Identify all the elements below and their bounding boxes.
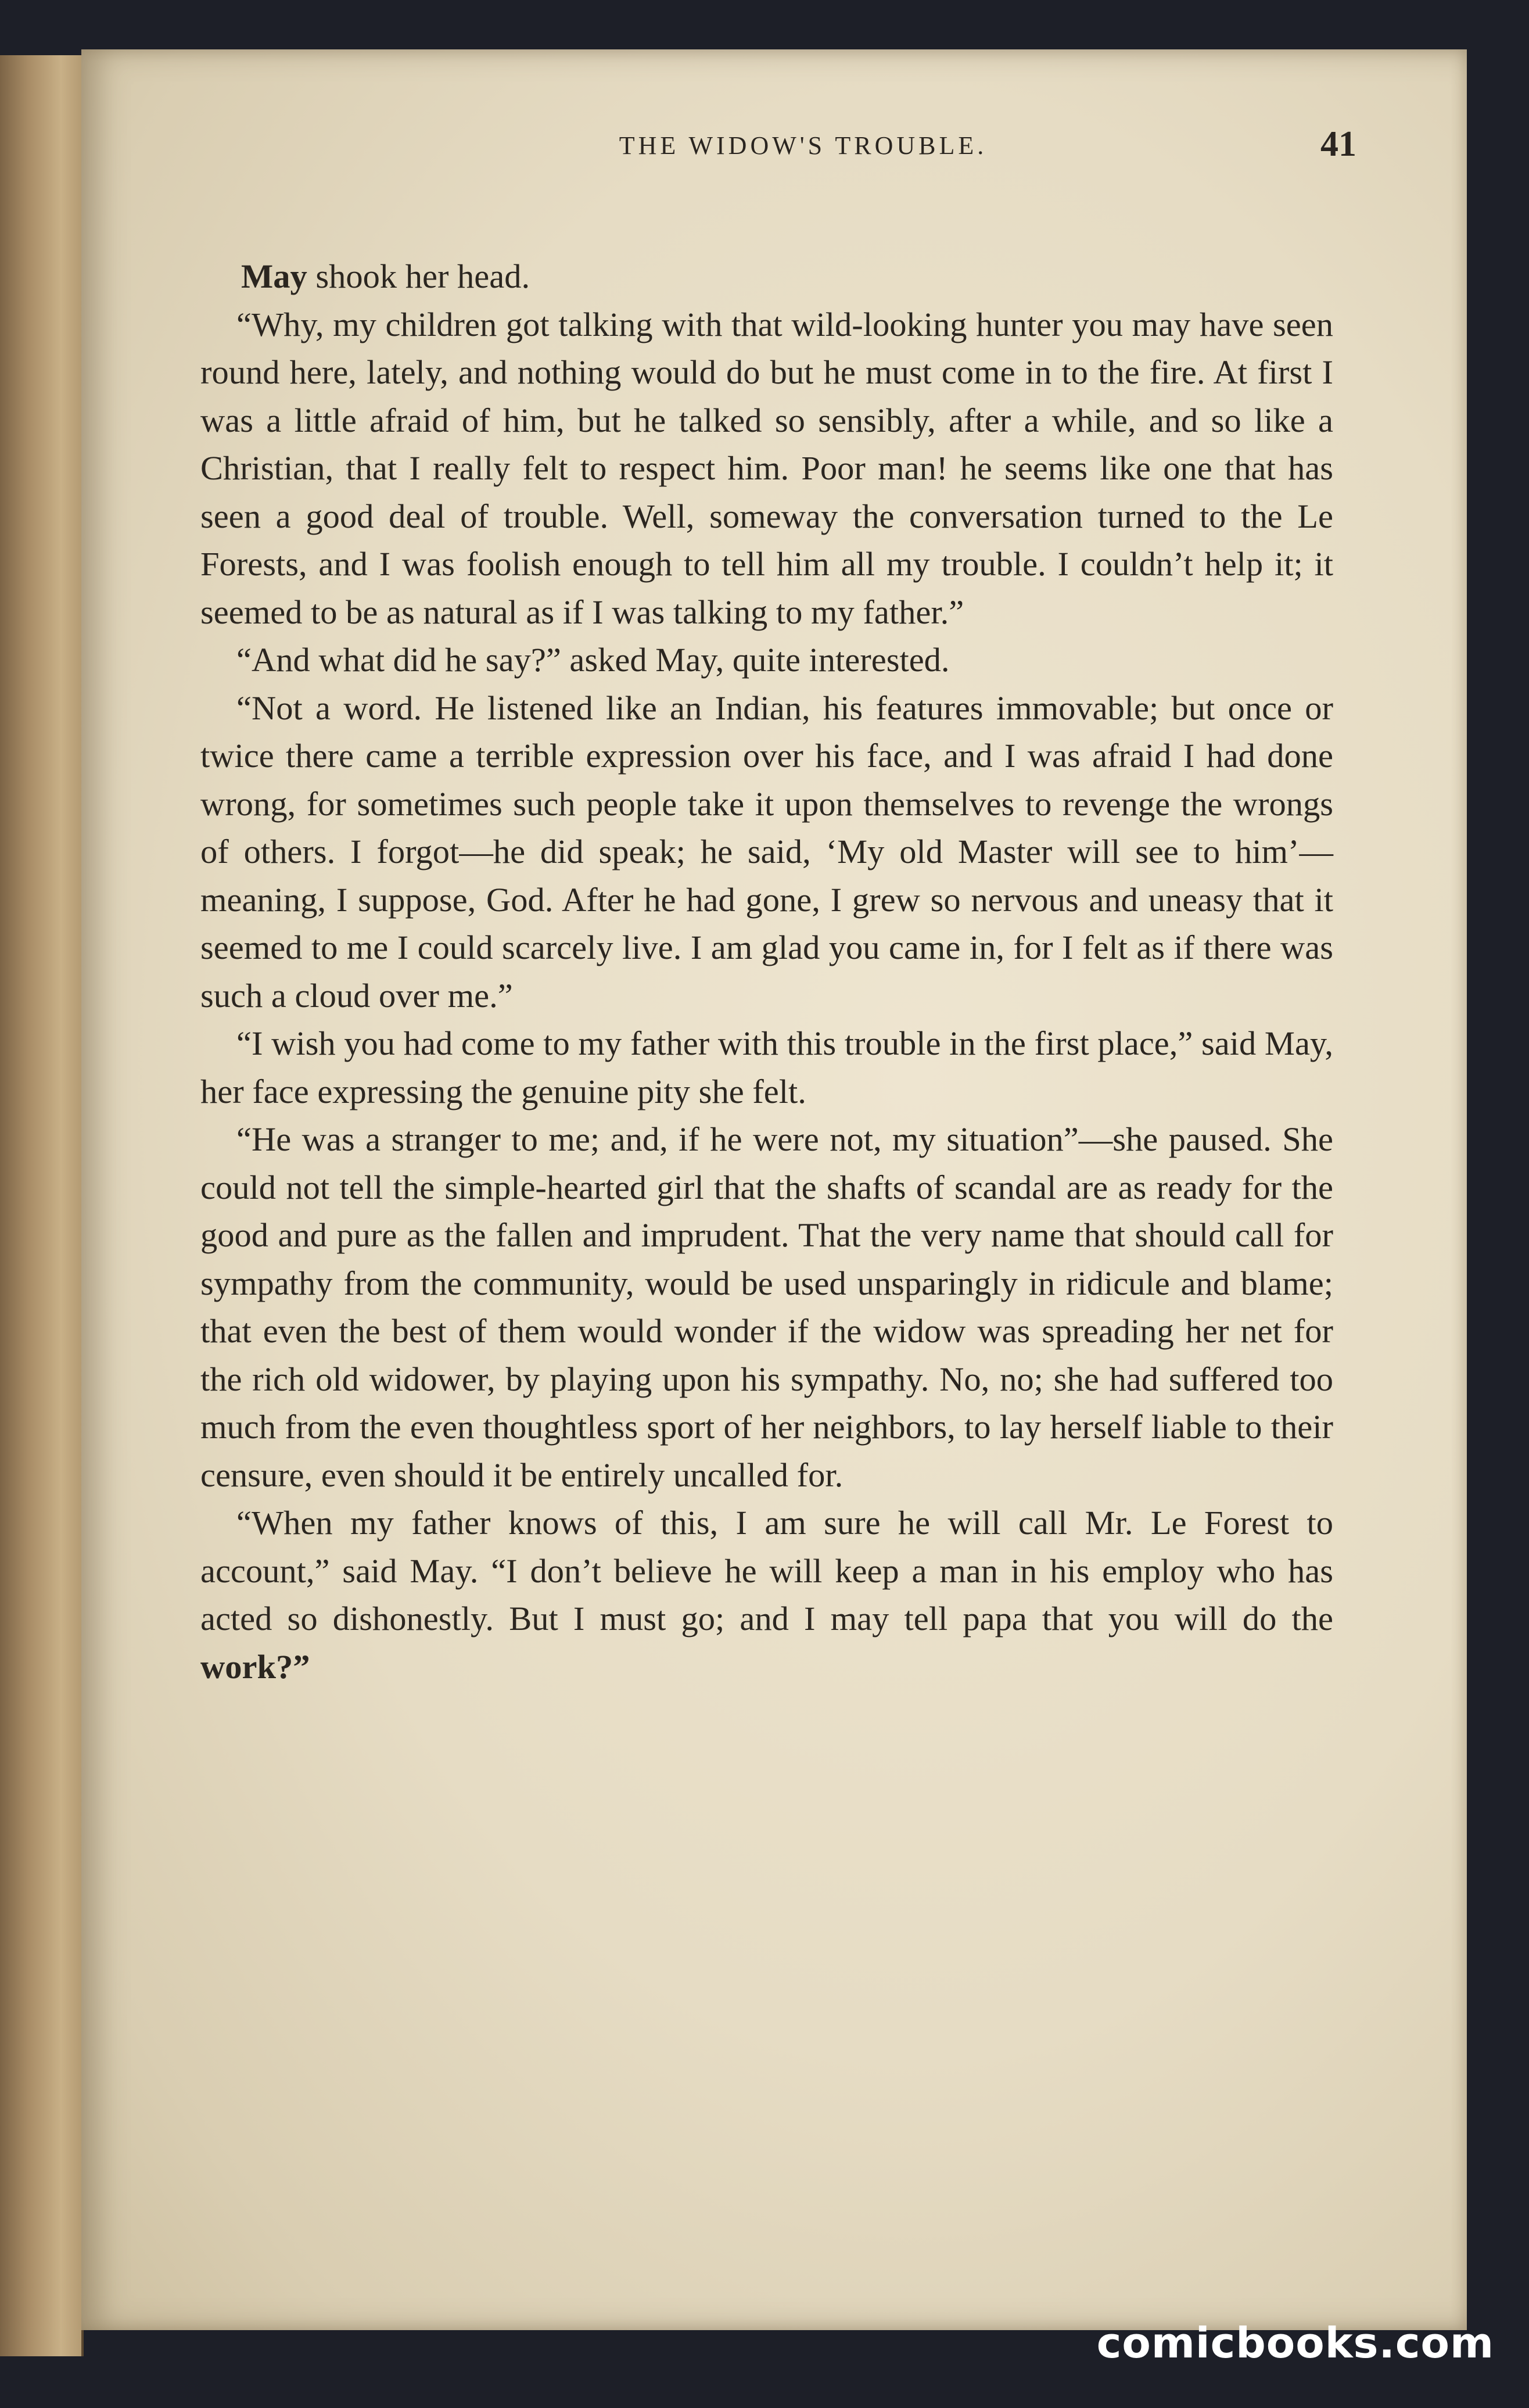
site-watermark: comicbooks.com bbox=[1096, 2319, 1494, 2367]
paragraph-7-end: work?” bbox=[200, 1647, 310, 1686]
paragraph-2: “Why, my children got talking with that wild-looking hunter you may have seen round here, lately, and nothing would do but he must come in to the fire. At first I was a little afraid of him, but he talked so sensibly, after a while, and so like a Christian, that I really felt to respect him. Poor man! he seems like one that has seen a good deal of trouble. Well, someway the conversation turned to the Le Forests, and I was foolish enough to tell him all my trouble. I couldn’t help it; it seemed to be as natural as if I was talking to my father.” bbox=[200, 305, 1333, 631]
paragraph-3: “And what did he say?” asked May, quite interested. bbox=[236, 641, 950, 679]
paragraph-1 bbox=[200, 253, 1333, 301]
paragraph-1-lead: May bbox=[241, 257, 307, 295]
paragraph-7 bbox=[200, 1499, 1333, 1691]
paragraph-1-rest: shook her head. bbox=[307, 257, 530, 295]
paragraph-4: “Not a word. He listened like an Indian, his features immovable; but once or twice there came a terrible expression over his face, and I was afraid I had done wrong, for sometimes such people take it upon themselves to revenge the wrongs of others. I forgot—he did speak; he said, ‘My old Master will see to him’—meaning, I suppose, God. After he had gone, I grew so nervous and uneasy that it seemed to me I could scarcely live. I am glad you came in, for I felt as if there was such a cloud over me.” bbox=[200, 689, 1333, 1015]
page-header bbox=[232, 119, 1374, 171]
paragraph-6: “He was a stranger to me; and, if he were not, my situation”—she paused. She could not tell the simple-hearted girl that the shafts of scandal are as ready for the good and pure as the fallen and imprudent. That the very name that should call for sympathy from the community, would be used unsparingly in ridicule and blame; that even the best of them would wonder if the widow was spreading her net for the rich old widower, by playing upon his sympathy. No, no; she had suffered too much from the even thoughtless sport of her neighbors, to lay herself liable to their censure, even should it be entirely uncalled for. bbox=[200, 1120, 1333, 1494]
paragraph-7-main: “When my father knows of this, I am sure he will call Mr. Le Forest to account,” said May. “I don’t believe he will keep a man in his employ who has acted so dishonestly. But I must go; and I may tell papa that you will do the bbox=[200, 1504, 1333, 1637]
body-text bbox=[200, 253, 1333, 1691]
running-head: THE WIDOW'S TROUBLE. bbox=[619, 131, 988, 160]
facing-page-edge bbox=[0, 55, 84, 2356]
page-number: 41 bbox=[1320, 124, 1356, 164]
paragraph-5: “I wish you had come to my father with this trouble in the first place,” said May, her face expressing the genuine pity she felt. bbox=[200, 1024, 1333, 1110]
